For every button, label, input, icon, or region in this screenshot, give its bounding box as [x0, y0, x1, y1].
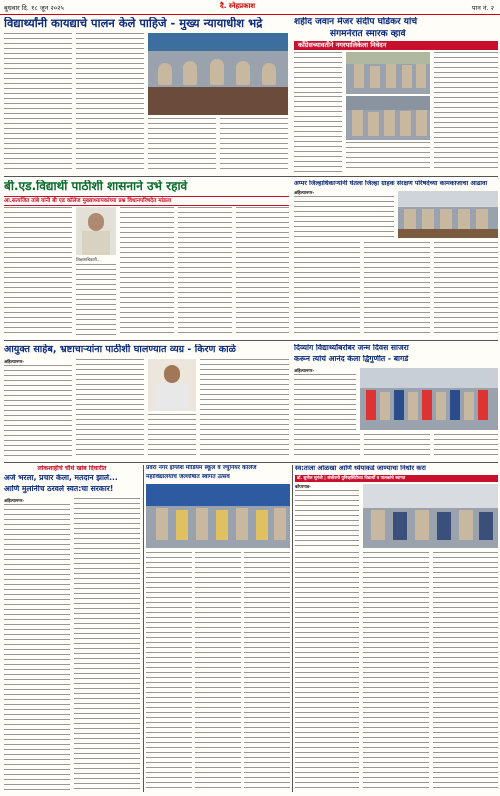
- college-photo: [146, 484, 290, 548]
- divider-col-2: [292, 465, 293, 792]
- cji-photo: [148, 33, 288, 115]
- bed-headline: बी.एड.विद्यार्थी पाठीशी शासनाने उभे रहावे: [4, 180, 188, 193]
- bed-portrait-caption: शिक्षणाधिकारी...: [76, 257, 101, 262]
- bed-text-col-4: [178, 207, 232, 337]
- water-dateline: अहिल्यानगर-: [294, 190, 315, 195]
- swatal-photo: [363, 484, 498, 548]
- bed-text-col-3: [120, 207, 174, 337]
- cji-text-col-1: [4, 33, 72, 173]
- birthday-dateline: अहिल्यानगर-: [294, 368, 315, 373]
- swatal-headline: स्व:तःला ओळखा आणि ध्येयाकडे जाण्याचा निर्धार करा: [295, 465, 426, 472]
- birthday-text-col-1: [294, 374, 356, 432]
- header-paper-name: दै. स्नेहप्रकाश: [220, 2, 256, 10]
- ayukt-text-col-3: [148, 414, 196, 459]
- water-text-col-2: [294, 242, 360, 337]
- college-text-col-1: [146, 552, 192, 792]
- college-text-col-2: [195, 552, 241, 792]
- cji-text-col-4: [220, 118, 288, 173]
- ayukt-text-col-4: [200, 359, 289, 459]
- lokshahi-dateline: अहिल्यानगर-: [4, 498, 25, 503]
- ayukt-portrait: [148, 359, 196, 411]
- cji-text-col-3: [148, 118, 216, 173]
- water-text-col-4: [434, 242, 498, 337]
- lokshahi-headline-1: लोकशाहीचे चौथे खांब दिवारीत: [37, 465, 107, 472]
- ayukt-text-col-1: [4, 365, 72, 459]
- martyr-headline-2: संगमनेरात स्मारक व्हावे: [330, 29, 406, 39]
- water-text-col-1: [294, 196, 394, 238]
- birthday-text-col-3: [364, 434, 430, 459]
- ayukt-text-col-2: [76, 359, 144, 459]
- water-photo: [398, 191, 498, 238]
- swatal-text-col-2: [295, 552, 359, 792]
- divider-3: [4, 462, 498, 463]
- martyr-headline-1: शहीद जवान मेजर संदीप घोडेकर यांचे: [294, 17, 418, 27]
- swatal-subhead: डॉ. सुनील सुगंधी | संजीवनी युनिव्हर्सिटीच्या विद्यार्थी व पालकांचे स्वागत: [295, 475, 498, 482]
- header-date: बुधवार दि. १८ जून २०२५: [4, 4, 64, 12]
- martyr-text-col-2: [434, 52, 498, 172]
- martyr-photo-2: [346, 96, 430, 140]
- martyr-text-col-3: [294, 96, 342, 172]
- bed-subhead: आ.सत्यजित तांबे यांनी बी एड कॉलेज मुख्याध्यापकांच्या प्रश्न विधानपरिषदेत मांडला: [4, 196, 289, 206]
- ayukt-headline: आयुक्त साहेब, भ्रष्टाचाऱ्यांना पाठीशी घालण्यात व्यग्र - किरण काळे: [4, 344, 236, 355]
- college-headline-2: महाविद्यालयाचे जल्लोषात स्वागत उत्सव: [146, 474, 230, 480]
- swatal-text-col-4: [433, 552, 498, 792]
- lokshahi-text-col-2: [74, 498, 140, 792]
- cji-text-col-2: [76, 33, 144, 173]
- bed-portrait: [76, 207, 116, 255]
- swatal-text-col-1: [295, 490, 359, 550]
- lokshahi-text-col-1: [4, 504, 70, 792]
- swatal-text-col-3: [363, 552, 429, 792]
- ayukt-dateline: अहिल्यानगर-: [4, 359, 25, 364]
- birthday-text-col-2: [294, 434, 360, 459]
- martyr-photo-1: [346, 52, 430, 94]
- bed-text-col-1: [4, 207, 72, 337]
- college-text-col-3: [244, 552, 290, 792]
- birthday-photo: [360, 368, 498, 430]
- bed-text-col-5: [236, 207, 289, 337]
- college-headline-1: प्रवरा नगर इंग्लिश मीडियम स्कूल व ज्युनियर कॉलेज: [146, 465, 257, 471]
- birthday-headline-2: करून त्यांचं आनंद केला द्विगुणीत - बागडे: [294, 355, 409, 363]
- martyr-subhead: काँग्रेसच्यावतीने नगरपालिकेला निवेदन: [294, 41, 498, 50]
- bed-text-col-2: [76, 264, 116, 337]
- water-text-col-3: [364, 242, 430, 337]
- birthday-headline-1: दिव्यांग विद्यार्थ्यांबरोबर जन्म दिवस साजरा: [294, 344, 409, 352]
- cji-headline: विद्यार्थ्यांनी कायद्याचे पालन केले पाहिजे - मुख्य न्यायाधीश भद्रे: [4, 17, 263, 30]
- water-headline: अप्पर जिल्हाधिकाऱ्यांनी घेतला जिल्हा ग्राहक संरक्षण परिषदेच्या कामकाजाचा आढावा: [294, 180, 488, 187]
- header-page-label: पान नं. २: [471, 4, 494, 12]
- lokshahi-headline-2: अर्ज भरला, प्रचार केला, मतदान झाले...: [4, 474, 118, 482]
- martyr-text-col-4: [346, 142, 430, 172]
- swatal-dateline: कोपरगाव-: [295, 484, 311, 489]
- page-header: [0, 0, 500, 15]
- divider-1: [4, 176, 498, 177]
- lokshahi-headline-3: आणि मुलांनीच ठरवले स्वत:चा सरकार!: [4, 485, 114, 493]
- birthday-text-col-4: [434, 434, 498, 459]
- divider-col-1: [143, 465, 144, 792]
- divider-2: [4, 340, 498, 341]
- martyr-text-col-1: [294, 52, 342, 94]
